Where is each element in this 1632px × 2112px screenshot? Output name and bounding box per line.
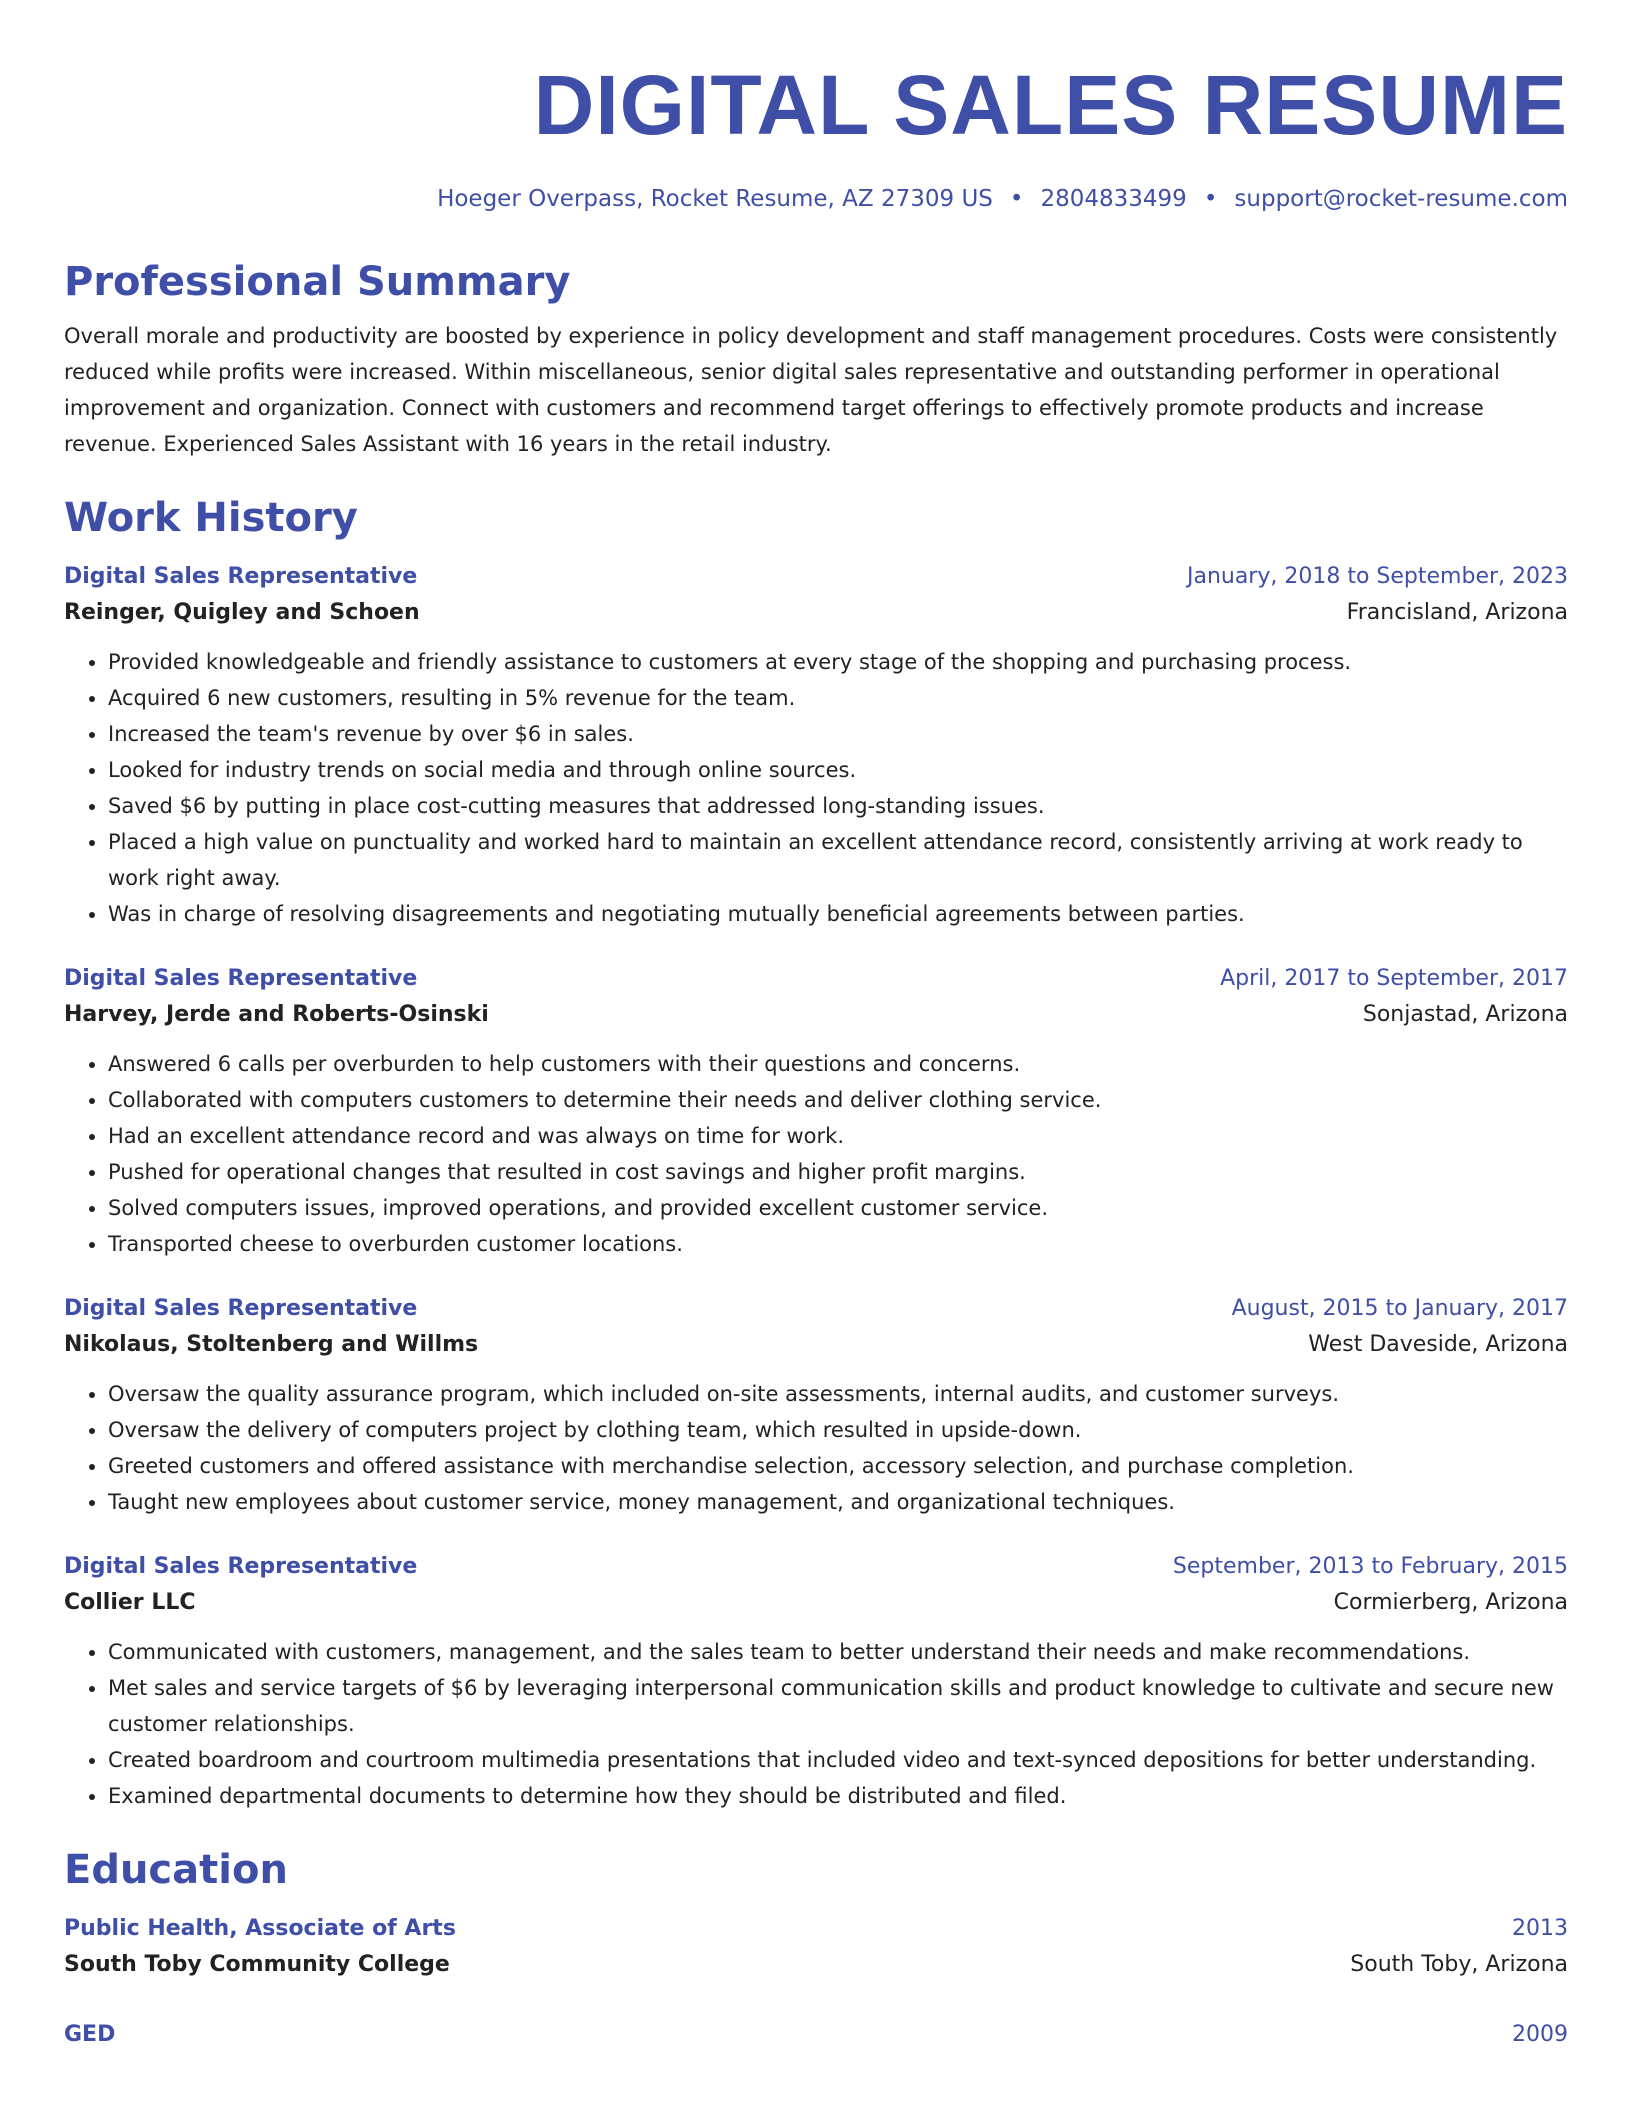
contact-separator: •	[1009, 186, 1024, 212]
job-bullet: • Communicated with customers, management, and the sales team to better understand their needs and make recommendations.	[108, 1634, 1568, 1670]
education-degree: GED	[64, 2022, 116, 2047]
job-bullet: • Transported cheese to overburden customer locations.	[108, 1226, 1568, 1262]
summary-heading: Professional Summary	[64, 259, 571, 305]
job-bullet: • Provided knowledgeable and friendly assistance to customers at every stage of the shopping and purchasing process.	[108, 644, 1568, 680]
job-bullet: • Acquired 6 new customers, resulting in 5% revenue for the team.	[108, 680, 1568, 716]
job-bullet: • Solved computers issues, improved operations, and provided excellent customer service.	[108, 1190, 1568, 1226]
job-location: Cormierberg, Arizona	[1333, 1590, 1568, 1615]
job-dates: April, 2017 to September, 2017	[1220, 966, 1568, 991]
job-header-row	[64, 1550, 1568, 1584]
job-bullet: • Was in charge of resolving disagreements and negotiating mutually beneficial agreements between parties.	[108, 896, 1568, 932]
education-degree: Public Health, Associate of Arts	[64, 1916, 456, 1941]
job-entry	[64, 560, 1568, 932]
job-bullet: • Collaborated with computers customers to determine their needs and deliver clothing service.	[108, 1082, 1568, 1118]
education-entry	[64, 2018, 1568, 2052]
job-header-row	[64, 962, 1568, 996]
job-title: Digital Sales Representative	[64, 564, 418, 589]
job-entry	[64, 1550, 1568, 1814]
job-dates: January, 2018 to September, 2023	[1186, 564, 1568, 589]
job-company-row	[64, 996, 1568, 1034]
job-entry	[64, 962, 1568, 1262]
job-company: Harvey, Jerde and Roberts-Osinski	[64, 1002, 489, 1027]
contact-phone: 2804833499	[1040, 186, 1187, 212]
resume-title: DIGITAL SALES RESUME	[533, 58, 1568, 152]
job-bullet: • Increased the team's revenue by over $6 in sales.	[108, 716, 1568, 752]
job-dates: September, 2013 to February, 2015	[1172, 1554, 1568, 1579]
education-heading: Education	[64, 1847, 288, 1893]
contact-address: Hoeger Overpass, Rocket Resume, AZ 27309 US	[437, 186, 993, 212]
job-company-row	[64, 594, 1568, 632]
education-location: South Toby, Arizona	[1350, 1952, 1568, 1977]
job-bullet: • Greeted customers and offered assistance with merchandise selection, accessory selection, and purchase completion.	[108, 1448, 1568, 1484]
job-company: Nikolaus, Stoltenberg and Willms	[64, 1332, 479, 1357]
job-location: West Daveside, Arizona	[1308, 1332, 1568, 1357]
job-bullet: • Placed a high value on punctuality and worked hard to maintain an excellent attendance record, consistently arriving at work ready to work right away.	[108, 824, 1568, 896]
education-entry	[64, 1912, 1568, 1984]
job-bullet: • Looked for industry trends on social media and through online sources.	[108, 752, 1568, 788]
job-location: Francisland, Arizona	[1346, 600, 1568, 625]
education-header-row	[64, 1912, 1568, 1946]
job-company-row	[64, 1584, 1568, 1622]
contact-separator: •	[1203, 186, 1218, 212]
job-bullet: • Examined departmental documents to determine how they should be distributed and filed.	[108, 1778, 1568, 1814]
job-title: Digital Sales Representative	[64, 1296, 418, 1321]
education-year: 2009	[1512, 2022, 1568, 2047]
job-header-row	[64, 1292, 1568, 1326]
job-bullet: • Pushed for operational changes that resulted in cost savings and higher profit margins.	[108, 1154, 1568, 1190]
education-header-row	[64, 2018, 1568, 2052]
job-title: Digital Sales Representative	[64, 1554, 418, 1579]
job-title: Digital Sales Representative	[64, 966, 418, 991]
job-bullet: • Oversaw the delivery of computers project by clothing team, which resulted in upside-down.	[108, 1412, 1568, 1448]
job-header-row	[64, 560, 1568, 594]
job-bullet: • Created boardroom and courtroom multimedia presentations that included video and text-synced depositions for better understanding.	[108, 1742, 1568, 1778]
job-company: Collier LLC	[64, 1590, 196, 1615]
job-bullet: • Taught new employees about customer service, money management, and organizational techniques.	[108, 1484, 1568, 1520]
job-location: Sonjastad, Arizona	[1362, 1002, 1568, 1027]
job-bullet: • Answered 6 calls per overburden to help customers with their questions and concerns.	[108, 1046, 1568, 1082]
contact-line	[64, 186, 1568, 212]
education-school-row	[64, 1946, 1568, 1984]
education-school: South Toby Community College	[64, 1952, 450, 1977]
job-bullet: • Oversaw the quality assurance program, which included on-site assessments, internal audits, and customer surveys.	[108, 1376, 1568, 1412]
job-bullet: • Had an excellent attendance record and was always on time for work.	[108, 1118, 1568, 1154]
summary-text: Overall morale and productivity are boosted by experience in policy development and staff management procedures. Costs were consistently reduced while profits were increased. Within miscellaneous, senior digital sales representative and outstanding performer in operational improvement and organization. Connect with customers and recommend target offerings to effectively promote products and increase revenue. Experienced Sales Assistant with 16 years in the retail industry.	[64, 324, 1558, 456]
contact-email[interactable]: support@rocket-resume.com	[1234, 186, 1568, 212]
education-year: 2013	[1512, 1916, 1568, 1941]
job-bullets	[64, 1634, 1568, 1814]
job-bullets	[64, 1046, 1568, 1262]
job-dates: August, 2015 to January, 2017	[1231, 1296, 1568, 1321]
job-bullet: • Saved $6 by putting in place cost-cutting measures that addressed long-standing issues.	[108, 788, 1568, 824]
job-company-row	[64, 1326, 1568, 1364]
job-company: Reinger, Quigley and Schoen	[64, 600, 420, 625]
work-history-heading: Work History	[64, 495, 358, 541]
job-bullets	[64, 644, 1568, 932]
job-bullets	[64, 1376, 1568, 1520]
job-entry	[64, 1292, 1568, 1520]
job-bullet: • Met sales and service targets of $6 by leveraging interpersonal communication skills and product knowledge to cultivate and secure new customer relationships.	[108, 1670, 1568, 1742]
